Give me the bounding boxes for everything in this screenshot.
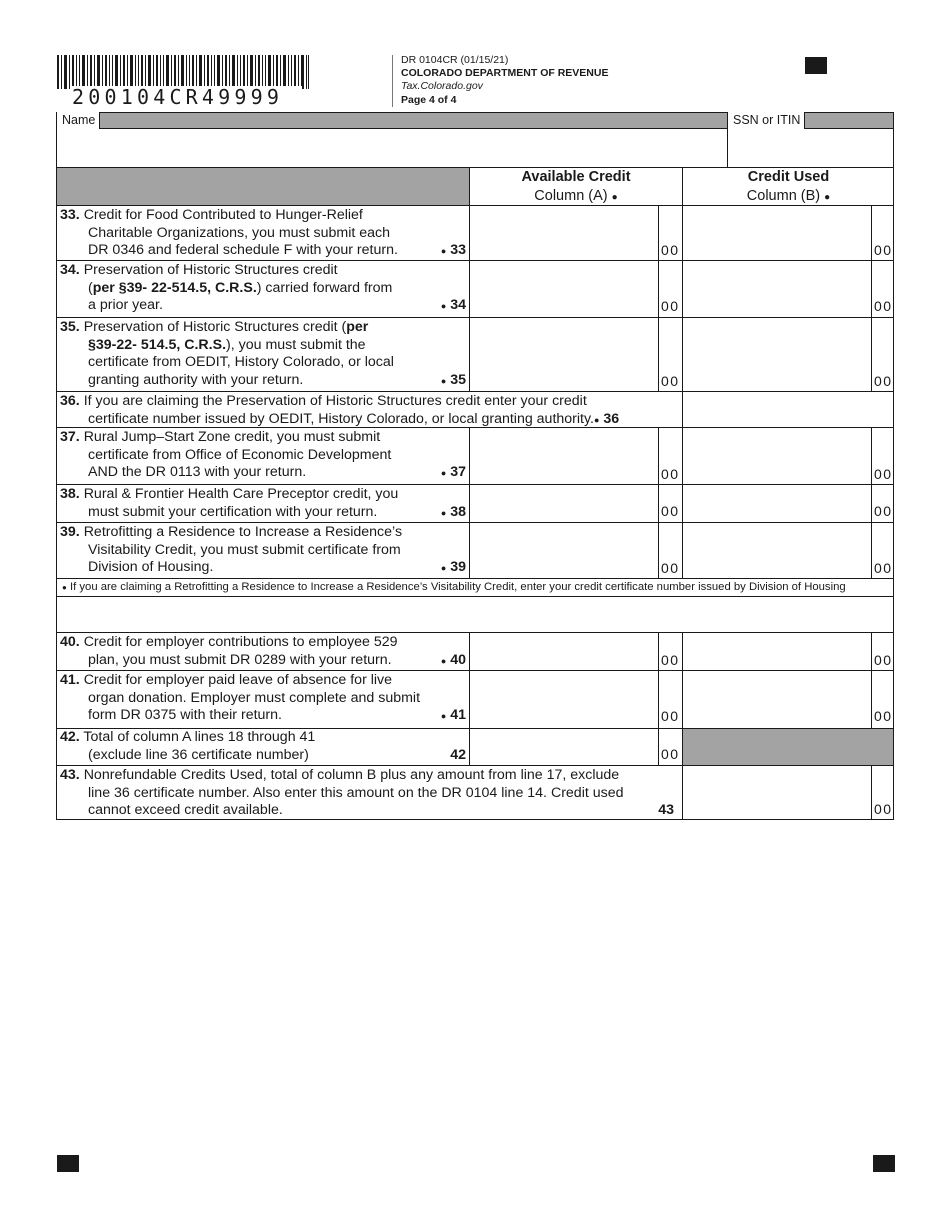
retrofit-certificate-input[interactable] bbox=[57, 597, 893, 632]
ssn-label: SSN or ITIN bbox=[727, 112, 805, 129]
line-text: DR 0346 and federal schedule F with your return. bbox=[88, 242, 398, 258]
line40-colb-cents: 00 bbox=[874, 652, 893, 668]
bullet-icon: ● bbox=[440, 711, 447, 721]
line40-cola-cents: 00 bbox=[661, 652, 680, 668]
line42-cola-input[interactable] bbox=[470, 729, 658, 765]
line38-colb-cents: 00 bbox=[874, 503, 893, 519]
bullet-icon: ● bbox=[62, 583, 67, 592]
line42-cola-cents: 00 bbox=[661, 746, 680, 762]
line-text: Total of column A lines 18 through 41 bbox=[83, 729, 316, 745]
column-a-sub: Column (A) bbox=[534, 187, 608, 204]
line43-colb-input[interactable] bbox=[683, 766, 871, 819]
line-ref: 41 bbox=[450, 707, 466, 723]
line35-colb-input[interactable] bbox=[683, 318, 871, 391]
line33-cola-input[interactable] bbox=[470, 206, 658, 260]
header-divider bbox=[392, 55, 393, 107]
line41-cola-input[interactable] bbox=[470, 671, 658, 728]
line-number: 34. bbox=[60, 262, 80, 278]
line-text: ( bbox=[88, 279, 93, 296]
line39-colb-cents: 00 bbox=[874, 560, 893, 576]
line42-colb-shaded bbox=[683, 729, 893, 765]
line-text: Visitability Credit, you must submit certificate from bbox=[88, 541, 401, 558]
line41-cola-cents: 00 bbox=[661, 708, 680, 724]
barcode-number: 200104CR49999 bbox=[72, 85, 284, 109]
line-41 bbox=[60, 672, 468, 725]
department-name: COLORADO DEPARTMENT OF REVENUE bbox=[401, 67, 609, 80]
line33-cola-cents: 00 bbox=[661, 242, 680, 258]
line-text: Credit for Food Contributed to Hunger-Relief bbox=[83, 207, 363, 223]
line-ref: 43 bbox=[658, 802, 674, 818]
line37-colb-cents: 00 bbox=[874, 466, 893, 482]
line-text: granting authority with your return. bbox=[88, 371, 304, 388]
line-ref: 37 bbox=[450, 464, 466, 480]
line-33 bbox=[60, 207, 468, 260]
column-b-title: Credit Used bbox=[747, 169, 830, 185]
registration-mark-top bbox=[805, 57, 827, 74]
line-number: 36. bbox=[60, 393, 80, 409]
bullet-icon: ● bbox=[440, 468, 447, 478]
line-text: form DR 0375 with their return. bbox=[88, 707, 282, 723]
line-text: certificate from Office of Economic Development bbox=[88, 446, 392, 463]
ssn-field[interactable] bbox=[727, 128, 894, 168]
line-text: Preservation of Historic Structures credit ( bbox=[83, 319, 347, 335]
retrofit-certificate-note bbox=[62, 580, 846, 595]
column-a-header bbox=[470, 168, 682, 207]
column-a-title: Available Credit bbox=[521, 169, 631, 185]
line-42 bbox=[60, 729, 468, 764]
line33-colb-input[interactable] bbox=[683, 206, 871, 260]
line38-cola-cents: 00 bbox=[661, 503, 680, 519]
line-text: Preservation of Historic Structures credit bbox=[83, 262, 338, 278]
line-37 bbox=[60, 429, 468, 482]
registration-mark-bottom-right bbox=[873, 1155, 895, 1172]
line-text: line 36 certificate number. Also enter this amount on the DR 0104 line 14. Credit used bbox=[88, 784, 624, 801]
line-ref: 33 bbox=[450, 242, 466, 258]
line39-cola-input[interactable] bbox=[470, 523, 658, 578]
line37-cola-input[interactable] bbox=[470, 428, 658, 484]
line-text: Credit for employer contributions to employee 529 bbox=[83, 634, 398, 650]
line40-cola-input[interactable] bbox=[470, 633, 658, 670]
line-text: Credit for employer paid leave of absence for live bbox=[83, 672, 393, 688]
line-text: Division of Housing. bbox=[88, 559, 214, 575]
line34-colb-cents: 00 bbox=[874, 298, 893, 314]
line-text: a prior year. bbox=[88, 297, 163, 313]
line-ref: 35 bbox=[450, 371, 466, 388]
line-number: 40. bbox=[60, 634, 80, 650]
line-number: 43. bbox=[60, 767, 80, 783]
line-number: 38. bbox=[60, 486, 80, 502]
line-text: Nonrefundable Credits Used, total of column B plus any amount from line 17, exclude bbox=[83, 767, 620, 783]
line35-cola-cents: 00 bbox=[661, 373, 680, 389]
bullet-icon: ● bbox=[611, 191, 618, 203]
line-text: AND the DR 0113 with your return. bbox=[88, 464, 307, 480]
line-text: (exclude line 36 certificate number) bbox=[88, 746, 309, 763]
line-35 bbox=[60, 319, 468, 389]
bullet-icon: ● bbox=[440, 563, 447, 573]
line-number: 37. bbox=[60, 429, 80, 445]
line40-colb-input[interactable] bbox=[683, 633, 871, 670]
line-36 bbox=[60, 393, 682, 429]
line39-cola-cents: 00 bbox=[661, 560, 680, 576]
bullet-icon: ● bbox=[440, 655, 447, 666]
line-number: 35. bbox=[60, 319, 80, 335]
column-b-header bbox=[683, 168, 894, 207]
line37-cola-cents: 00 bbox=[661, 466, 680, 482]
line43-colb-cents: 00 bbox=[874, 801, 893, 817]
bullet-icon: ● bbox=[593, 414, 600, 425]
line34-cola-cents: 00 bbox=[661, 298, 680, 314]
line38-cola-input[interactable] bbox=[470, 485, 658, 522]
registration-mark-bottom-left bbox=[57, 1155, 79, 1172]
line-ref: 36 bbox=[603, 410, 620, 427]
line34-cola-input[interactable] bbox=[470, 261, 658, 317]
line-number: 42. bbox=[60, 729, 80, 745]
column-header-gray bbox=[56, 168, 469, 205]
line35-colb-cents: 00 bbox=[874, 373, 893, 389]
line-40 bbox=[60, 634, 468, 669]
line-text: If you are claiming the Preservation of Historic Structures credit enter your credit bbox=[83, 393, 587, 409]
line-number: 39. bbox=[60, 524, 80, 540]
line-text: Rural & Frontier Health Care Preceptor credit, you bbox=[83, 486, 399, 502]
line34-colb-input[interactable] bbox=[683, 261, 871, 317]
line-ref: 38 bbox=[450, 503, 466, 520]
line-text: ), you must submit the bbox=[226, 336, 366, 353]
name-label: Name bbox=[57, 112, 100, 129]
line33-colb-cents: 00 bbox=[874, 242, 893, 258]
line-ref: 39 bbox=[450, 559, 466, 575]
line-text: Charitable Organizations, you must submit each bbox=[88, 224, 391, 241]
line37-colb-input[interactable] bbox=[683, 428, 871, 484]
line-text: Rural Jump–Start Zone credit, you must submit bbox=[83, 429, 381, 445]
line39-colb-input[interactable] bbox=[683, 523, 871, 578]
line-text: per §39- 22-514.5, C.R.S. bbox=[92, 279, 257, 296]
line-text: plan, you must submit DR 0289 with your return. bbox=[88, 651, 392, 668]
line-number: 33. bbox=[60, 207, 80, 223]
line36-certificate-input[interactable] bbox=[683, 392, 893, 427]
line35-cola-input[interactable] bbox=[470, 318, 658, 391]
barcode bbox=[57, 55, 309, 89]
line41-colb-input[interactable] bbox=[683, 671, 871, 728]
column-b-sub: Column (B) bbox=[746, 187, 821, 204]
line-38 bbox=[60, 486, 468, 521]
form-header bbox=[401, 54, 608, 107]
line-text: Retrofitting a Residence to Increase a Residence’s bbox=[83, 524, 403, 540]
line-ref: 40 bbox=[450, 651, 466, 668]
name-field[interactable] bbox=[56, 128, 727, 168]
line-number: 41. bbox=[60, 672, 80, 688]
bullet-icon: ● bbox=[440, 301, 447, 311]
line-text: §39-22- 514.5, C.R.S. bbox=[88, 336, 227, 353]
bullet-icon: ● bbox=[824, 191, 831, 203]
line-39 bbox=[60, 524, 468, 577]
line-43 bbox=[60, 767, 682, 820]
page-number: Page 4 of 4 bbox=[401, 93, 457, 106]
note-text: If you are claiming a Retrofitting a Residence to Increase a Residence’s Visitability Credit, enter your credit certificate number issued by Division of Housing bbox=[69, 581, 846, 593]
line-text: certificate number issued by OEDIT, History Colorado, or local granting authority. bbox=[88, 410, 594, 427]
line-text: must submit your certification with your return. bbox=[88, 503, 378, 520]
line38-colb-input[interactable] bbox=[683, 485, 871, 522]
line-text: per bbox=[346, 319, 369, 335]
bullet-icon: ● bbox=[440, 507, 447, 518]
line-text: ) carried forward from bbox=[256, 279, 393, 296]
line-ref: 42 bbox=[450, 746, 466, 763]
line-ref: 34 bbox=[450, 297, 466, 313]
line-text: cannot exceed credit available. bbox=[88, 802, 283, 818]
website: Tax.Colorado.gov bbox=[401, 80, 483, 93]
line-text: organ donation. Employer must complete and submit bbox=[88, 689, 421, 706]
line41-colb-cents: 00 bbox=[874, 708, 893, 724]
line-34 bbox=[60, 262, 468, 315]
form-id: DR 0104CR (01/15/21) bbox=[401, 54, 509, 66]
bullet-icon: ● bbox=[440, 375, 447, 386]
line-text: certificate from OEDIT, History Colorado, or local bbox=[88, 354, 394, 370]
bullet-icon: ● bbox=[440, 246, 447, 256]
